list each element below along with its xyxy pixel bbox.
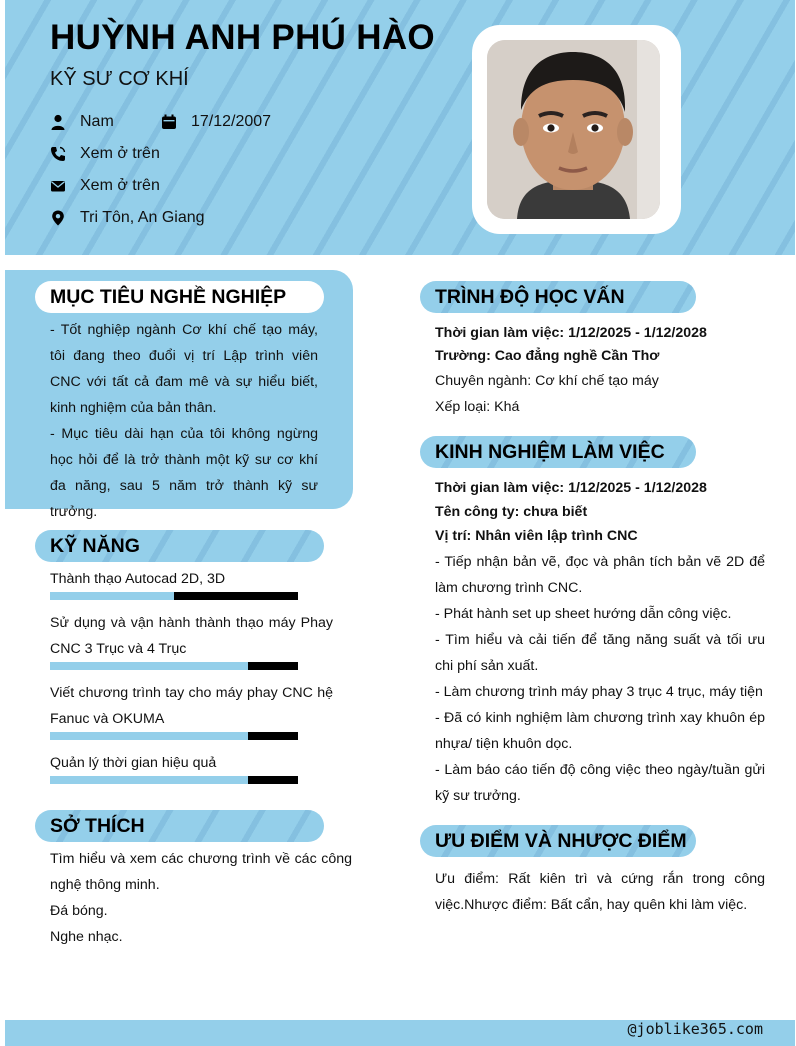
skill-bar-fill-2 bbox=[50, 662, 248, 670]
header-banner bbox=[5, 0, 795, 255]
hobby-item-3: Nghe nhạc. bbox=[50, 929, 123, 945]
skill-label-3: Viết chương trình tay cho máy phay CNC hệ Fanuc và OKUMA bbox=[50, 685, 333, 727]
skill-label-1: Thành thạo Autocad 2D, 3D bbox=[50, 571, 226, 587]
phone-row bbox=[50, 145, 160, 163]
objective-text-1: - Tốt nghiệp ngành Cơ khí chế tạo máy, tôi đang theo đuổi vị trí Lập trình viên CNC với tất cả đam mê và sự hiểu biết, kinh nghiệm của bản thân. bbox=[50, 322, 318, 416]
birthdate-value: 17/12/2007 bbox=[191, 113, 272, 130]
pros-cons-text: Ưu điểm: Rất kiên trì và cứng rắn trong công việc.Nhược điểm: Bất cẩn, hay quên khi làm việc. bbox=[435, 871, 765, 913]
candidate-role: KỸ SƯ CƠ KHÍ bbox=[50, 68, 189, 90]
objective-text-2: - Mục tiêu dài hạn của tôi không ngừng học hỏi để là trở thành một kỹ sư cơ khí đa năng, sau 5 năm trở thành kỹ sư trưởng. bbox=[50, 426, 318, 520]
gender-value: Nam bbox=[80, 113, 114, 130]
education-school: Trường: Cao đẳng nghề Cần Thơ bbox=[435, 348, 660, 364]
portrait-illustration bbox=[487, 40, 660, 219]
experience-duty-6: - Làm báo cáo tiến độ công việc theo ngày/tuần gửi kỹ sư trưởng. bbox=[435, 762, 765, 804]
address-row bbox=[50, 209, 205, 227]
footer-bar bbox=[5, 1020, 795, 1046]
experience-heading: KINH NGHIỆM LÀM VIỆC bbox=[420, 436, 696, 468]
experience-duty-3: - Tìm hiểu và cải tiến để tăng năng suất và tối ưu chi phí sản xuất. bbox=[435, 632, 765, 674]
skill-bar-2 bbox=[50, 662, 298, 670]
hobby-item-2: Đá bóng. bbox=[50, 903, 108, 919]
gender-row bbox=[50, 113, 114, 131]
email-row bbox=[50, 177, 160, 195]
hobby-item-1: Tìm hiểu và xem các chương trình về các công nghệ thông minh. bbox=[50, 851, 352, 893]
skills-heading: KỸ NĂNG bbox=[35, 530, 324, 562]
skill-label-4: Quản lý thời gian hiệu quả bbox=[50, 755, 217, 771]
envelope-icon bbox=[50, 178, 66, 194]
user-icon bbox=[50, 114, 66, 130]
birthdate-row bbox=[161, 113, 271, 131]
education-heading: TRÌNH ĐỘ HỌC VẤN bbox=[420, 281, 696, 313]
phone-value: Xem ở trên bbox=[80, 145, 160, 162]
skill-label-2: Sử dụng và vận hành thành thạo máy Phay CNC 3 Trục và 4 Trục bbox=[50, 615, 333, 657]
experience-duty-5: - Đã có kinh nghiệm làm chương trình xay khuôn ép nhựa/ tiện khuôn dọc. bbox=[435, 710, 765, 752]
experience-duty-2: - Phát hành set up sheet hướng dẫn công việc. bbox=[435, 606, 732, 622]
skill-bar-3 bbox=[50, 732, 298, 740]
pros-cons-heading: ƯU ĐIỂM VÀ NHƯỢC ĐIỂM bbox=[420, 825, 696, 857]
profile-photo bbox=[487, 40, 660, 219]
map-pin-icon bbox=[50, 210, 66, 226]
education-time: Thời gian làm việc: 1/12/2025 - 1/12/2028 bbox=[435, 325, 707, 341]
experience-time: Thời gian làm việc: 1/12/2025 - 1/12/2028 bbox=[435, 480, 707, 496]
education-major: Chuyên ngành: Cơ khí chế tạo máy bbox=[435, 373, 659, 389]
skill-bar-fill-4 bbox=[50, 776, 248, 784]
experience-duty-4: - Làm chương trình máy phay 3 trục 4 trục, máy tiện bbox=[435, 684, 763, 700]
education-rank: Xếp loại: Khá bbox=[435, 399, 520, 415]
skill-bar-1 bbox=[50, 592, 298, 600]
skill-bar-fill-1 bbox=[50, 592, 174, 600]
photo-frame bbox=[472, 25, 681, 234]
experience-company: Tên công ty: chưa biết bbox=[435, 504, 588, 520]
footer-handle: @joblike365.com bbox=[627, 1020, 763, 1038]
skill-bar-4 bbox=[50, 776, 298, 784]
skill-bar-fill-3 bbox=[50, 732, 248, 740]
email-value: Xem ở trên bbox=[80, 177, 160, 194]
experience-duty-1: - Tiếp nhận bản vẽ, đọc và phân tích bản vẽ 2D để làm chương trình CNC. bbox=[435, 554, 765, 596]
calendar-icon bbox=[161, 114, 177, 130]
hobbies-heading: SỞ THÍCH bbox=[35, 810, 324, 842]
objective-heading: MỤC TIÊU NGHỀ NGHIỆP bbox=[35, 281, 324, 313]
phone-icon bbox=[50, 146, 66, 162]
address-value: Tri Tôn, An Giang bbox=[80, 209, 205, 226]
candidate-name: HUỲNH ANH PHÚ HÀO bbox=[50, 18, 435, 57]
experience-position: Vị trí: Nhân viên lập trình CNC bbox=[435, 528, 638, 544]
